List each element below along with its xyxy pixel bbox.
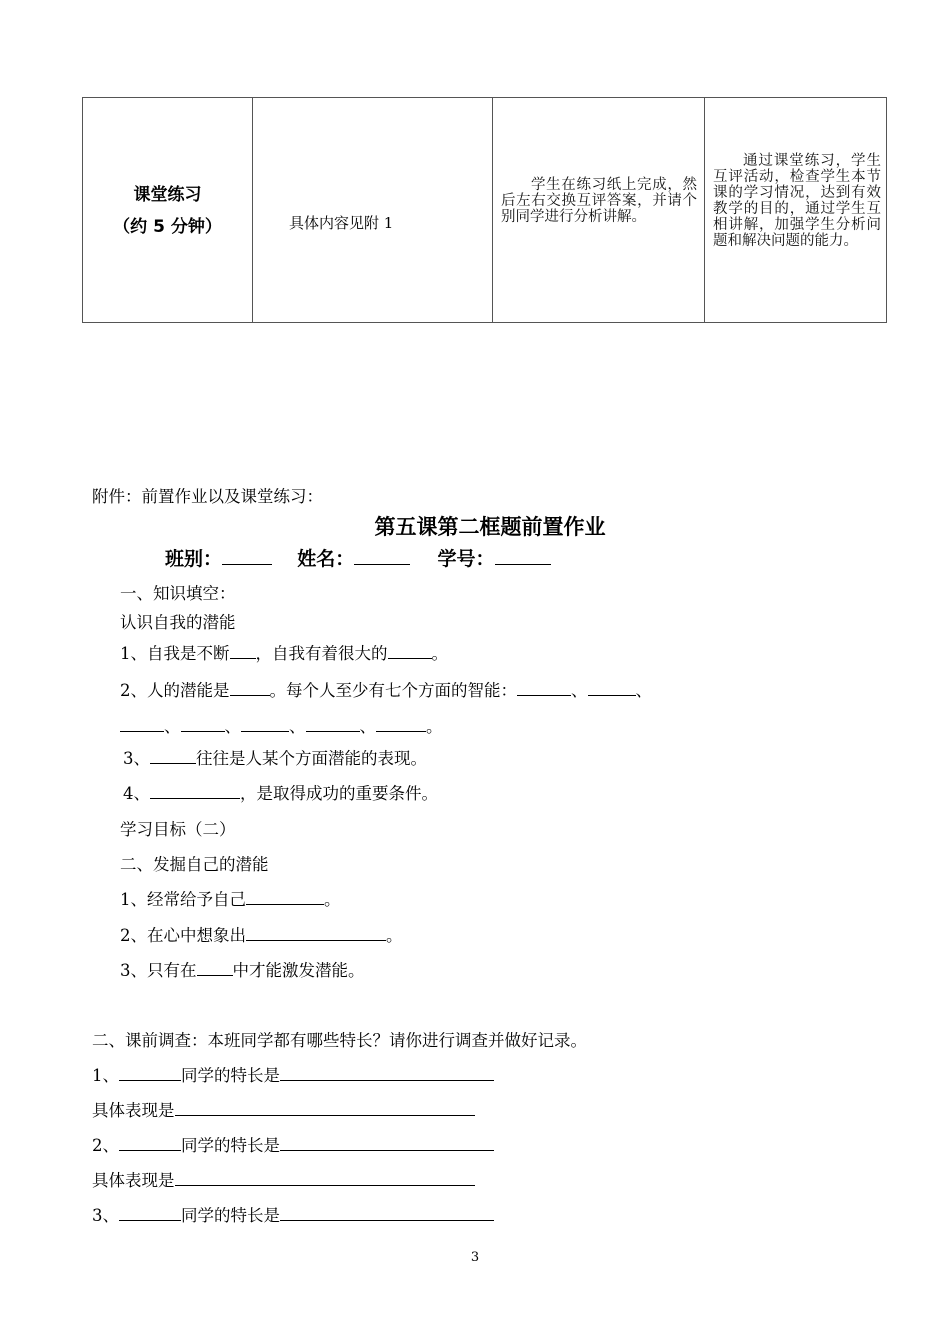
- section1-heading: 一、知识填空：: [120, 584, 236, 603]
- student-blank[interactable]: [119, 1136, 181, 1151]
- answer-blank[interactable]: [150, 749, 196, 764]
- question-2: 2、人的潜能是 。每个人至少有七个方面的智能： 、 、: [120, 681, 652, 700]
- page-number: 3: [470, 1250, 480, 1265]
- id-label: 学号：: [437, 548, 495, 570]
- survey-heading: 二、课前调查：本班同学都有哪些特长？请你进行调查并做好记录。: [92, 1031, 587, 1050]
- answer-blank[interactable]: [241, 717, 289, 732]
- answer-blank[interactable]: [197, 961, 233, 976]
- survey-row-3: 3、 同学的特长是: [92, 1202, 494, 1226]
- answer-blank[interactable]: [230, 681, 270, 696]
- student-info: [165, 544, 551, 571]
- attachment-intro: 附件：前置作业以及课堂练习：: [92, 487, 323, 506]
- page-title: 第五课第二框题前置作业: [374, 515, 606, 539]
- question-3: 3、 往往是人某个方面潜能的表现。: [123, 749, 427, 768]
- design-intent: 通过课堂练习，学生互评活动，检查学生本节课的学习情况，达到有效教学的目的，通过学生互相讲解，加强学生分析问题和解决问题的能力。: [713, 153, 881, 249]
- potential-item-3: 3、只有在 中才能激发潜能。: [120, 961, 365, 980]
- potential-item-1: 1、经常给予自己 。: [120, 890, 341, 909]
- answer-blank[interactable]: [376, 717, 426, 732]
- subheading: 认识自我的潜能: [120, 613, 236, 632]
- survey-detail-2: 具体表现是: [92, 1167, 475, 1191]
- table-divider: [704, 98, 705, 322]
- question-2-continued: 、 、 、 、 。: [120, 713, 443, 737]
- detail-blank[interactable]: [175, 1171, 475, 1186]
- answer-blank[interactable]: [588, 681, 636, 696]
- detail-blank[interactable]: [175, 1101, 475, 1116]
- name-label: 姓名：: [297, 548, 355, 570]
- answer-blank[interactable]: [150, 784, 240, 799]
- question-1: 1、自我是不断 ，自我有着很大的 。: [120, 644, 448, 663]
- answer-blank[interactable]: [246, 890, 324, 905]
- specialty-blank[interactable]: [280, 1066, 494, 1081]
- answer-blank[interactable]: [517, 681, 571, 696]
- class-label: 班别：: [165, 548, 223, 570]
- class-blank[interactable]: [222, 550, 272, 565]
- answer-blank[interactable]: [181, 717, 225, 732]
- id-blank[interactable]: [495, 550, 551, 565]
- section2-heading: 二、发掘自己的潜能: [120, 855, 269, 874]
- learning-goal: 学习目标（二）: [120, 820, 236, 839]
- lesson-table: [82, 97, 887, 323]
- survey-detail-1: 具体表现是: [92, 1097, 475, 1121]
- specialty-blank[interactable]: [280, 1136, 494, 1151]
- question-4: 4、 ，是取得成功的重要条件。: [123, 784, 438, 803]
- specialty-blank[interactable]: [280, 1206, 494, 1221]
- answer-blank[interactable]: [120, 717, 164, 732]
- student-blank[interactable]: [119, 1206, 181, 1221]
- content-reference: 具体内容见附 1: [289, 214, 394, 232]
- table-divider: [492, 98, 493, 322]
- potential-item-2: 2、在心中想象出 。: [120, 926, 403, 945]
- answer-blank[interactable]: [388, 644, 432, 659]
- answer-blank[interactable]: [306, 717, 360, 732]
- survey-row-1: 1、 同学的特长是: [92, 1062, 494, 1086]
- answer-blank[interactable]: [246, 926, 386, 941]
- answer-blank[interactable]: [230, 644, 256, 659]
- student-blank[interactable]: [119, 1066, 181, 1081]
- table-divider: [252, 98, 253, 322]
- survey-row-2: 2、 同学的特长是: [92, 1132, 494, 1156]
- student-activity: 学生在练习纸上完成，然后左右交换互评答案，并请个别同学进行分析讲解。: [501, 177, 697, 225]
- activity-duration: （约 5 分钟）: [113, 217, 222, 237]
- activity-title: 课堂练习: [133, 185, 202, 205]
- name-blank[interactable]: [354, 550, 410, 565]
